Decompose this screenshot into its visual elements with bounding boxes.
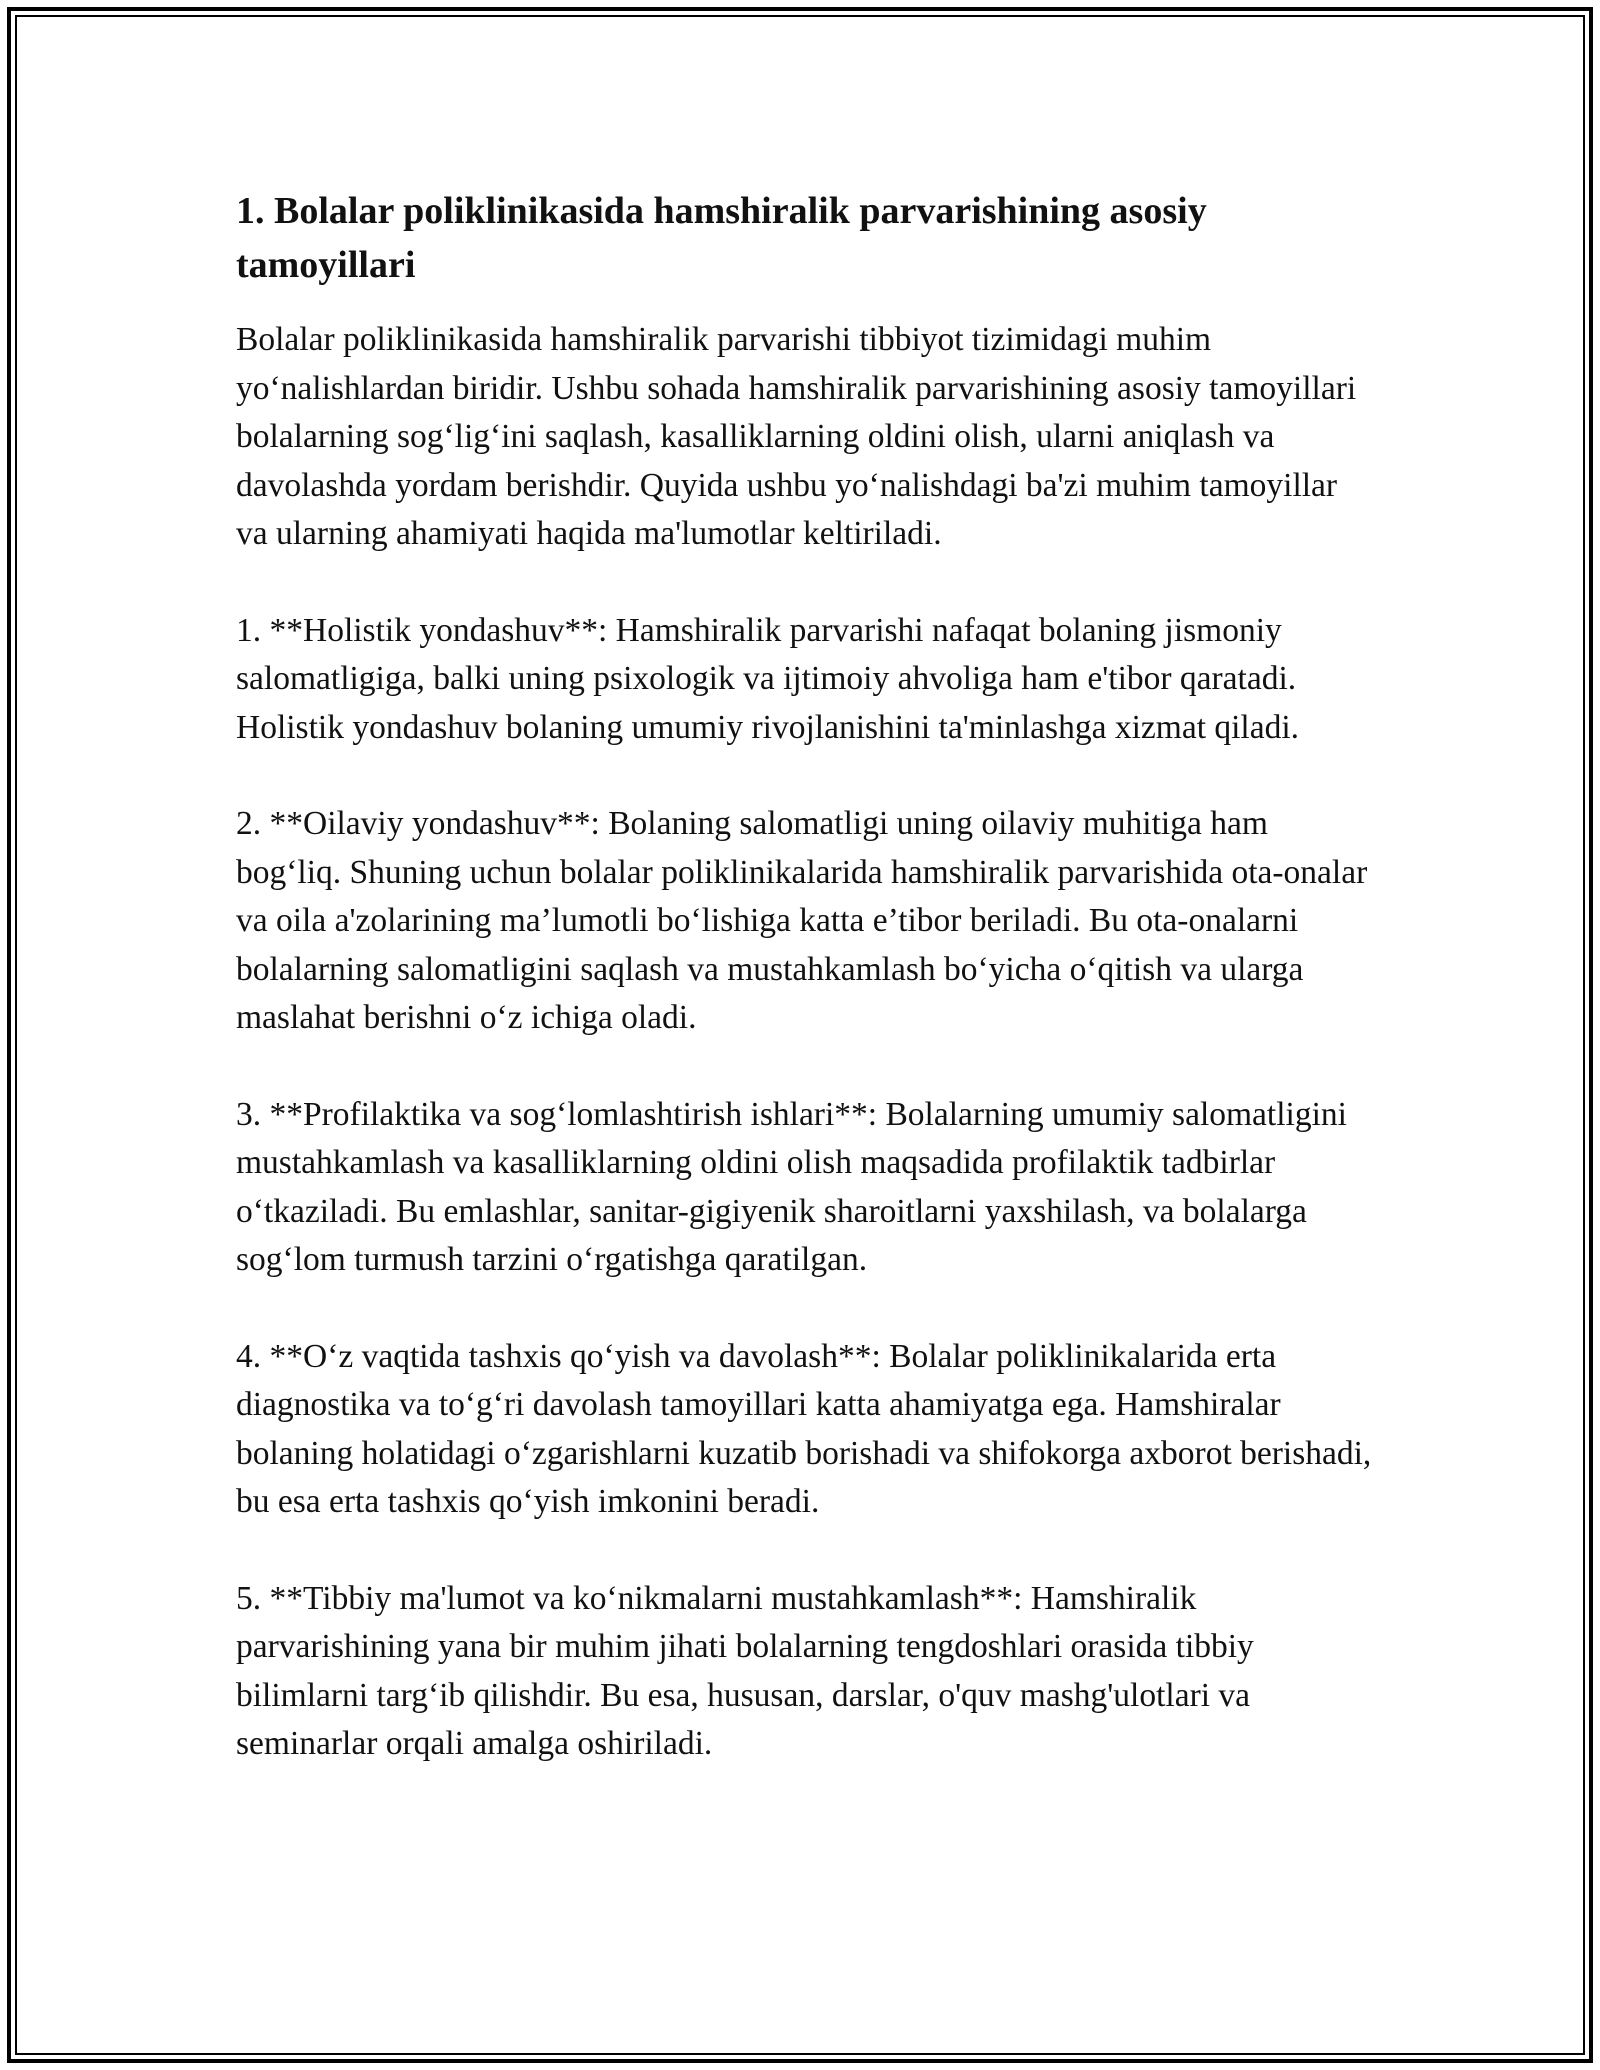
intro-paragraph: Bolalar poliklinikasida hamshiralik parvarishi tibbiyot tizimidagi muhim yo‘nalishlardan biridir. Ushbu sohada hamshiralik parvarishining asosiy tamoyillari bolalarning sog‘lig‘ini saqlash, kasalliklarning oldini olish, ularni aniqlash va davolashda yordam berishdir. Quyida ushbu yo‘nalishdagi ba'zi muhim tamoyillar va ularning ahamiyati haqida ma'lumotlar keltiriladi. xyxy=(236,321,1357,552)
principle-paragraph-4: 4. **O‘z vaqtida tashxis qo‘yish va davolash**: Bolalar poliklinikalarida erta diagnostika va to‘g‘ri davolash tamoyillari katta ahamiyatga ega. Hamshiralar bolaning holatidagi o‘zgarishlarni kuzatib borishadi va shifokorga axborot berishadi, bu esa erta tashxis qo‘yish imkonini beradi. xyxy=(236,1337,1372,1520)
document-title: 1. Bolalar poliklinikasida hamshiralik parvarishining asosiy tamoyillari xyxy=(236,190,1207,286)
principle-paragraph-2: 2. **Oilaviy yondashuv**: Bolaning salomatligi uning oilaviy muhitiga ham bog‘liq. Shuning uchun bolalar poliklinikalarida hamshiralik parvarishida ota-onalar va oila a'zolarining ma’lumotli bo‘lishiga katta e’tibor beriladi. Bu ota-onalarni bolalarning salomatligini saqlash va mustahkamlash bo‘yicha o‘qitish va ularga maslahat berishni o‘z ichiga oladi. xyxy=(236,805,1368,1036)
document-body xyxy=(236,184,1376,1817)
principle-paragraph-1: 1. **Holistik yondashuv**: Hamshiralik parvarishi nafaqat bolaning jismoniy salomatligiga, balki uning psixologik va ijtimoiy ahvoliga ham e'tibor qaratadi. Holistik yondashuv bolaning umumiy rivojlanishini ta'minlashga xizmat qiladi. xyxy=(236,611,1300,746)
principle-paragraph-3: 3. **Profilaktika va sog‘lomlashtirish ishlari**: Bolalarning umumiy salomatligini mustahkamlash va kasalliklarning oldini olish maqsadida profilaktik tadbirlar o‘tkaziladi. Bu emlashlar, sanitar-gigiyenik sharoitlarni yaxshilash, va bolalarga sog‘lom turmush tarzini o‘rgatishga qaratilgan. xyxy=(236,1095,1347,1278)
principle-paragraph-5: 5. **Tibbiy ma'lumot va ko‘nikmalarni mustahkamlash**: Hamshiralik parvarishining yana bir muhim jihati bolalarning tengdoshlari orasida tibbiy bilimlarni targ‘ib qilishdir. Bu esa, hususan, darslar, o'quv mashg'ulotlari va seminarlar orqali amalga oshiriladi. xyxy=(236,1579,1254,1762)
